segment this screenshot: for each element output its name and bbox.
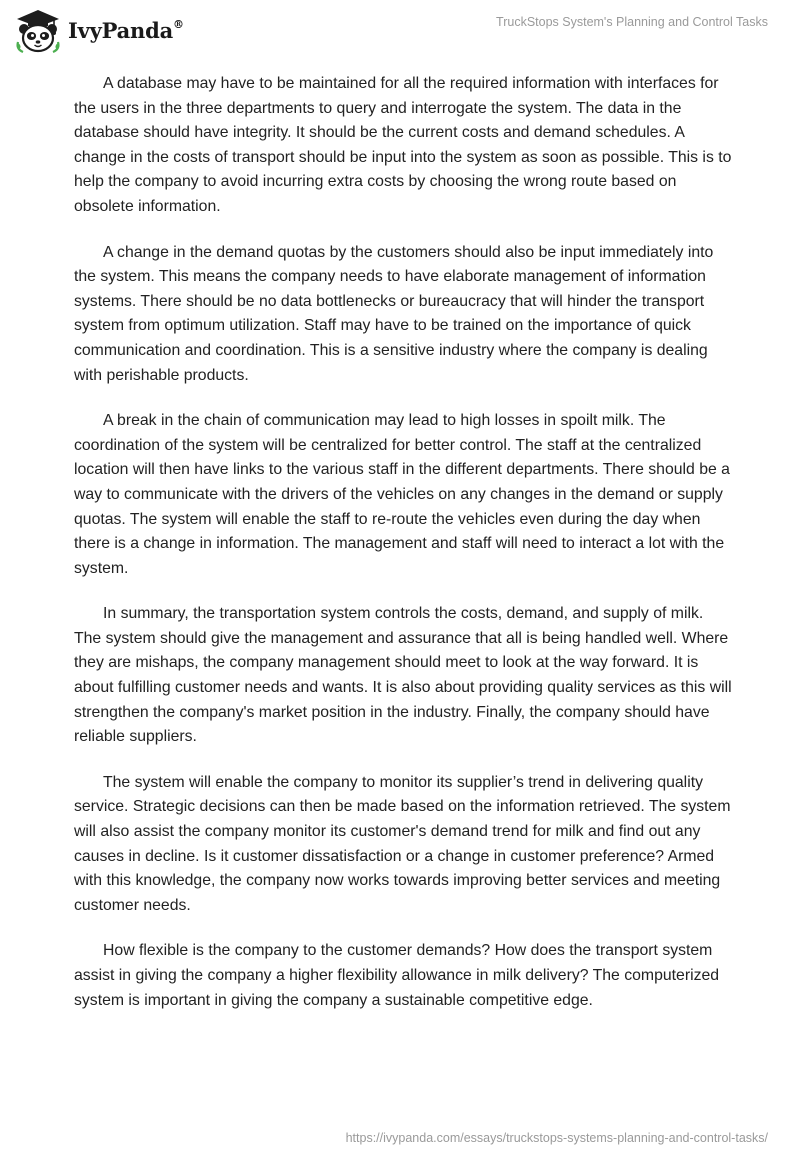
paragraph: In summary, the transportation system controls the costs, demand, and supply of milk. The system should give the management and assurance that all is being handled well. Where they are mishaps, the company management should meet to look at the way forward. It is about fulfilling customer needs and wants. It is also about providing quality services as this will strengthen the company's market position in the industry. Finally, the company should have reliable suppliers. xyxy=(74,605,732,746)
registered-mark: ® xyxy=(173,17,184,31)
paragraph: The system will enable the company to monitor its supplier’s trend in delivering quality service. Strategic decisions can then be made based on the information retrieved. The system will also assist the company monitor its customer's demand trend for milk and find out any causes in decline. Is it customer dissatisfaction or a change in customer preference? Armed with this knowledge, the company now works towards improving better services and meeting customer needs. xyxy=(74,773,731,914)
page-header xyxy=(0,0,800,60)
panda-graduate-icon xyxy=(14,8,62,54)
document-title: TruckStops System's Planning and Control Tasks xyxy=(496,15,768,29)
paragraph: A break in the chain of communication may lead to high losses in spoilt milk. The coordination of the system will be centralized for better control. The staff at the centralized location will then have links to the various staff in the different departments. There should be a way to communicate with the drivers of the vehicles on any changes in the demand or supply quotas. The system will enable the staff to re-route the vehicles even during the day when there is a change in information. The management and staff will need to interact a lot with the system. xyxy=(74,412,730,577)
paragraph: A database may have to be maintained for all the required information with interfaces for the users in the three departments to query and interrogate the system. The data in the database should have integrity. It should be the current costs and demand schedules. A change in the costs of transport should be input into the system as soon as possible. This is to help the company to avoid incurring extra costs by choosing the wrong route based on obsolete information. xyxy=(74,75,732,215)
source-url[interactable]: https://ivypanda.com/essays/truckstops-systems-planning-and-control-tasks/ xyxy=(345,1131,768,1145)
brand-name: IvyPanda® xyxy=(68,17,184,43)
site-logo[interactable] xyxy=(14,8,184,54)
paragraph: A change in the demand quotas by the customers should also be input immediately into the system. This means the company needs to have elaborate management of information systems. There should be no data bottlenecks or bureaucracy that will hinder the transport system from optimum utilization. Staff may have to be trained on the importance of quick communication and coordination. This is a sensitive industry where the company is dealing with perishable products. xyxy=(74,243,714,384)
paragraph: How flexible is the company to the customer demands? How does the transport system assist in giving the company a higher flexibility allowance in milk delivery? The computerized system is important in giving the company a sustainable competitive edge. xyxy=(74,942,720,1009)
article-body xyxy=(74,72,734,1034)
